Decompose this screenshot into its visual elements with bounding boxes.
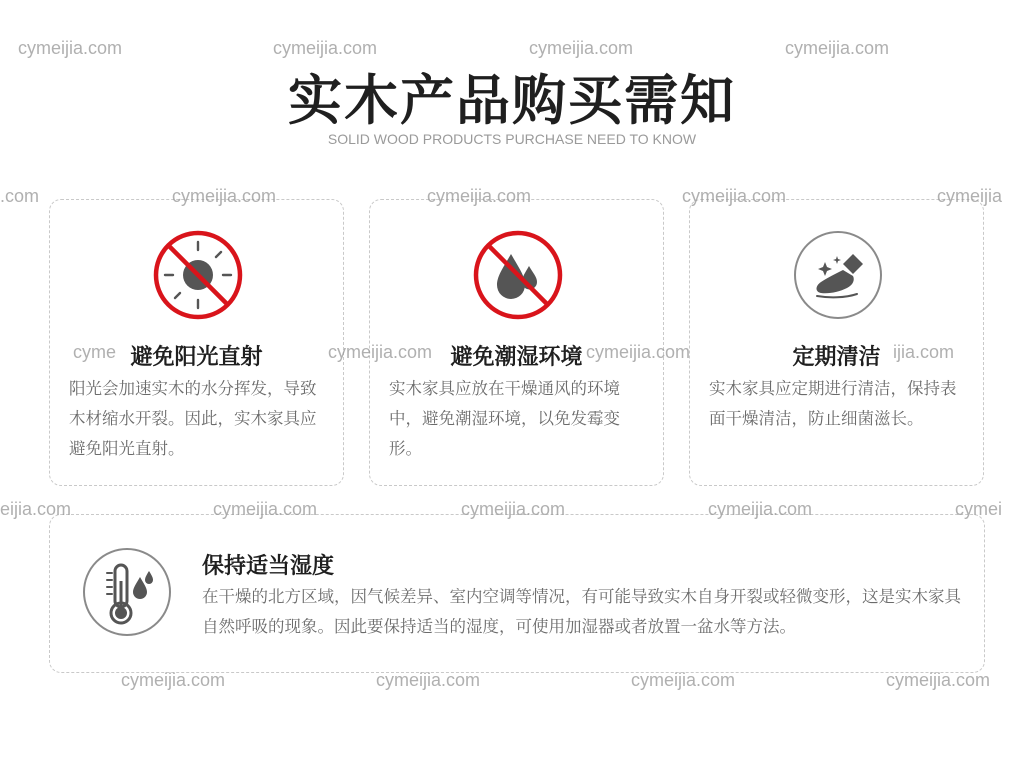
card-description: 阳光会加速实木的水分挥发，导致木材缩水开裂。因此，实木家具应避免阳光直射。	[69, 379, 317, 458]
watermark: cymeijia.com	[785, 38, 890, 58]
card-description: 在干燥的北方区域，因气候差异、室内空调等情况，有可能导致实木自身开裂或轻微变形，这是实木家具自然呼吸的现象。因此要保持适当的湿度，可使用加湿器或者放置一盆水等方法。	[202, 587, 961, 636]
card-avoid-sunlight	[49, 199, 344, 486]
watermark: eijia.com	[0, 499, 72, 519]
card-title: 保持适当湿度	[202, 554, 335, 579]
watermark: cyme	[73, 342, 117, 362]
watermark: cymeijia.com	[18, 38, 123, 58]
watermark: ijia.com	[893, 342, 955, 362]
card-title: 避免潮湿环境	[450, 345, 583, 370]
watermark: cymeijia.com	[376, 670, 481, 690]
card-avoid-moisture	[369, 199, 664, 486]
card-description: 实木家具应放在干燥通风的环境中，避免潮湿环境，以免发霉变形。	[389, 379, 620, 458]
watermark: cymeijia.com	[682, 186, 787, 206]
watermark: cymeijia.com	[586, 342, 691, 362]
watermark: cymeijia.com	[886, 670, 991, 690]
card-regular-cleaning	[689, 199, 984, 486]
watermark: cymeijia.com	[213, 499, 318, 519]
watermark: cymeijia.com	[172, 186, 277, 206]
page-subtitle: SOLID WOOD PRODUCTS PURCHASE NEED TO KNOW	[327, 131, 697, 147]
watermark: cymeijia.com	[121, 670, 226, 690]
card-title: 避免阳光直射	[130, 345, 263, 370]
watermark: cymeijia.com	[708, 499, 813, 519]
card-title: 定期清洁	[792, 345, 881, 370]
thermometer-humidity-icon	[82, 547, 172, 637]
watermark: cymei	[955, 499, 1003, 519]
cleaning-icon	[793, 230, 883, 320]
watermark: cymeijia.com	[461, 499, 566, 519]
watermark: .com	[0, 186, 40, 206]
watermark: cymeijia	[937, 186, 1003, 206]
page-title: 实木产品购买需知	[288, 69, 736, 132]
card-description: 实木家具应定期进行清洁，保持表面干燥清洁，防止细菌滋长。	[709, 379, 957, 428]
no-sunlight-icon	[153, 230, 243, 320]
watermark: cymeijia.com	[631, 670, 736, 690]
no-moisture-icon	[473, 230, 563, 320]
watermark: cymeijia.com	[328, 342, 433, 362]
watermark: cymeijia.com	[427, 186, 532, 206]
watermark: cymeijia.com	[529, 38, 634, 58]
watermark: cymeijia.com	[273, 38, 378, 58]
card-maintain-humidity	[49, 514, 985, 673]
